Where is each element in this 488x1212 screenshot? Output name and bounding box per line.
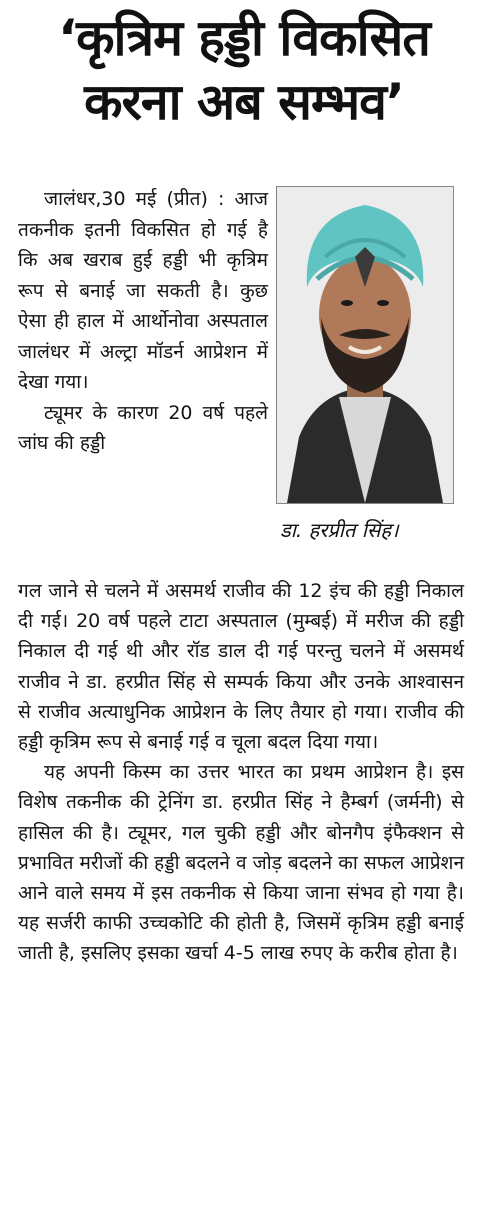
dateline: जालंधर,30 मई (प्रीत) : xyxy=(44,188,225,210)
portrait-image xyxy=(277,187,453,503)
paragraph-3: यह अपनी किस्म का उत्तर भारत का प्रथम आप्रेशन है। इस विशेष तकनीक की ट्रेनिंग डा. हरप्रीत सिंह ने हैम्बर्ग (जर्मनी) से हासिल की है। ट्यूमर, गल चुकी हड्डी और बोनगैप इंफैक्शन से प्रभावित मरीजों की हड्डी बदलने व जोड़ बदलने का सफल आप्रेशन आने वाले समय में इस तकनीक से किया जाना संभव हो गया है। यह सर्जरी काफी उच्चकोटि की होती है, जिसमें कृत्रिम हड्डी बनाई जाती है, इसलिए इसका खर्चा 4-5 लाख रुपए के करीब होता है। xyxy=(18,761,464,965)
paragraph-2-start: ट्यूमर के कारण 20 वर्ष पहले जांघ की हड्डी xyxy=(18,401,268,454)
headline xyxy=(0,6,488,134)
doctor-photo xyxy=(276,186,454,504)
intro-paragraph xyxy=(18,184,268,398)
article-body-column xyxy=(18,576,464,969)
photo-caption: डा. हरप्रीत सिंह। xyxy=(280,518,399,542)
paragraph-2-rest: गल जाने से चलने में असमर्थ राजीव की 12 इंच की हड्डी निकाल दी गई। 20 वर्ष पहले टाटा अस्पताल (मुम्बई) में मरीज की हड्डी निकाल दी गई थी और रॉड डाल दी गई परन्तु चलने में असमर्थ राजीव ने डा. हरप्रीत सिंह से सम्पर्क किया और उनके आश्वासन से राजीव अत्याधुनिक आप्रेशन के लिए तैयार हो गया। राजीव की हड्डी कृत्रिम रूप से बनाई गई व चूला बदल दिया गया। xyxy=(18,580,464,754)
article-intro-column xyxy=(18,184,268,459)
headline-line-1: ‘कृत्रिम हड्डी विकसित xyxy=(58,9,430,67)
headline-line-2: करना अब सम्भव’ xyxy=(84,73,404,131)
paragraph-1: आज तकनीक इतनी विकसित हो गई है कि अब खराब हुई हड्डी भी कृत्रिम रूप से बनाई जा सकती है। कुछ ऐसा ही हाल में आर्थोनोवा अस्पताल जालंधर में अल्ट्रा मॉडर्न आप्रेशन में देखा गया। xyxy=(18,188,268,393)
